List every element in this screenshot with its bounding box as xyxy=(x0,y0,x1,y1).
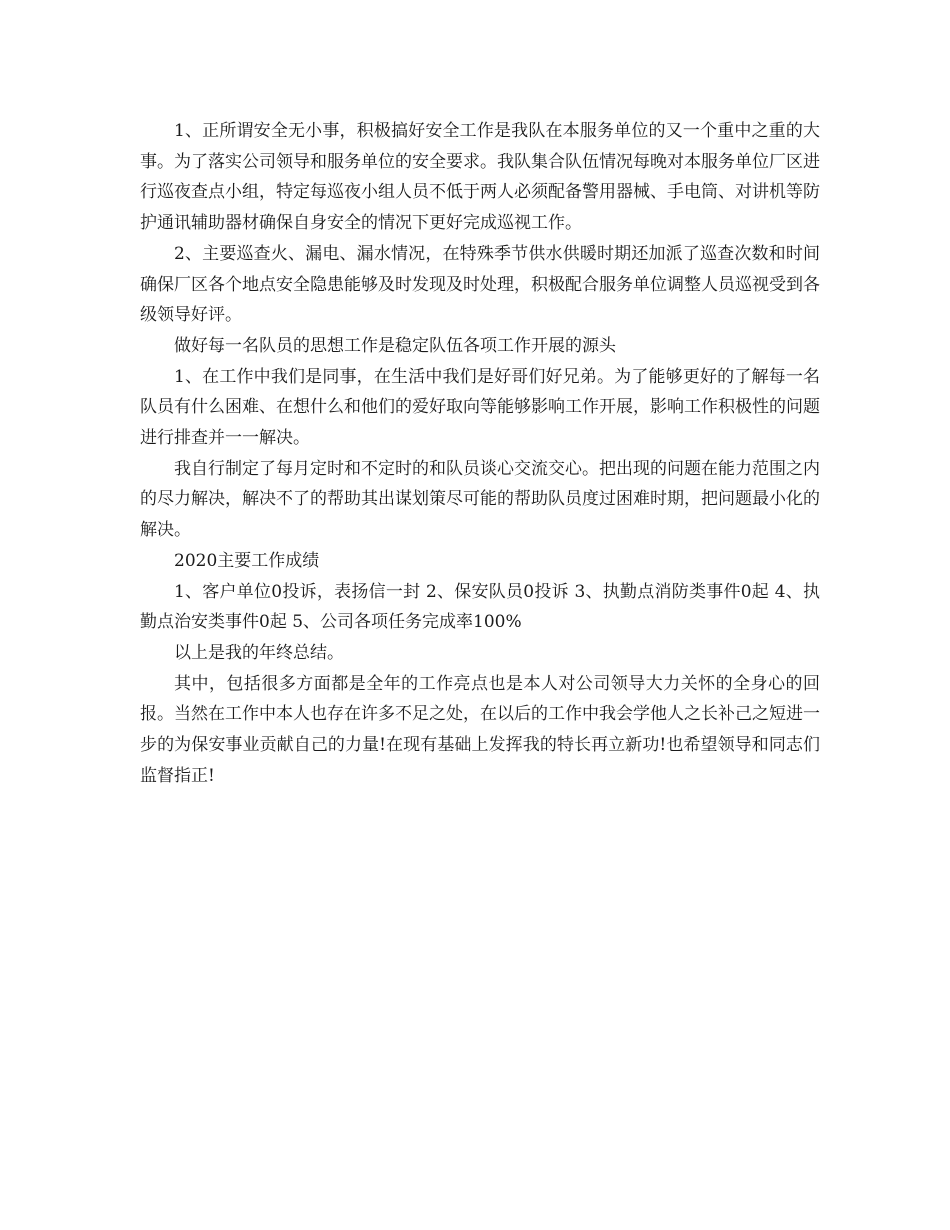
paragraph-achievements-list: 1、客户单位0投诉，表扬信一封 2、保安队员0投诉 3、执勤点消防类事件0起 4、执勤点治安类事件0起 5、公司各项任务完成率100% xyxy=(140,581,820,633)
paragraph-talks: 我自行制定了每月定时和不定时的和队员谈心交流交心。把出现的问题在能力范围之内的尽力解决，解决不了的帮助其出谋划策尽可能的帮助队员度过困难时期，把问题最小化的解决。 xyxy=(140,458,820,541)
paragraph-colleagues: 1、在工作中我们是同事，在生活中我们是好哥们好兄弟。为了能够更好的了解每一名队员有什么困难、在想什么和他们的爱好取向等能够影响工作开展，影响工作积极性的问题进行排查并一一解决。 xyxy=(140,366,820,449)
paragraph-inspection: 2、主要巡查火、漏电、漏水情况，在特殊季节供水供暖时期还加派了巡查次数和时间确保厂区各个地点安全隐患能够及时发现及时处理，积极配合服务单位调整人员巡视受到各级领导好评。 xyxy=(140,243,820,326)
paragraph-closing: 其中，包括很多方面都是全年的工作亮点也是本人对公司领导大力关怀的全身心的回报。当然在工作中本人也存在许多不足之处，在以后的工作中我会学他人之长补己之短进一步的为保安事业贡献自己的力量!在现有基础上发挥我的特长再立新功!也希望领导和同志们监督指正! xyxy=(140,673,820,786)
paragraph-summary: 以上是我的年终总结。 xyxy=(174,642,344,663)
document-body xyxy=(140,116,820,791)
paragraph-achievements-heading: 2020主要工作成绩 xyxy=(174,550,320,571)
paragraph-safety-patrol: 1、正所谓安全无小事，积极搞好安全工作是我队在本服务单位的又一个重中之重的大事。为了落实公司领导和服务单位的安全要求。我队集合队伍情况每晚对本服务单位厂区进行巡夜查点小组，特定每巡夜小组人员不低于两人必须配备警用器械、手电筒、对讲机等防护通讯辅助器材确保自身安全的情况下更好完成巡视工作。 xyxy=(140,121,820,234)
paragraph-section-heading: 做好每一名队员的思想工作是稳定队伍各项工作开展的源头 xyxy=(174,335,616,356)
